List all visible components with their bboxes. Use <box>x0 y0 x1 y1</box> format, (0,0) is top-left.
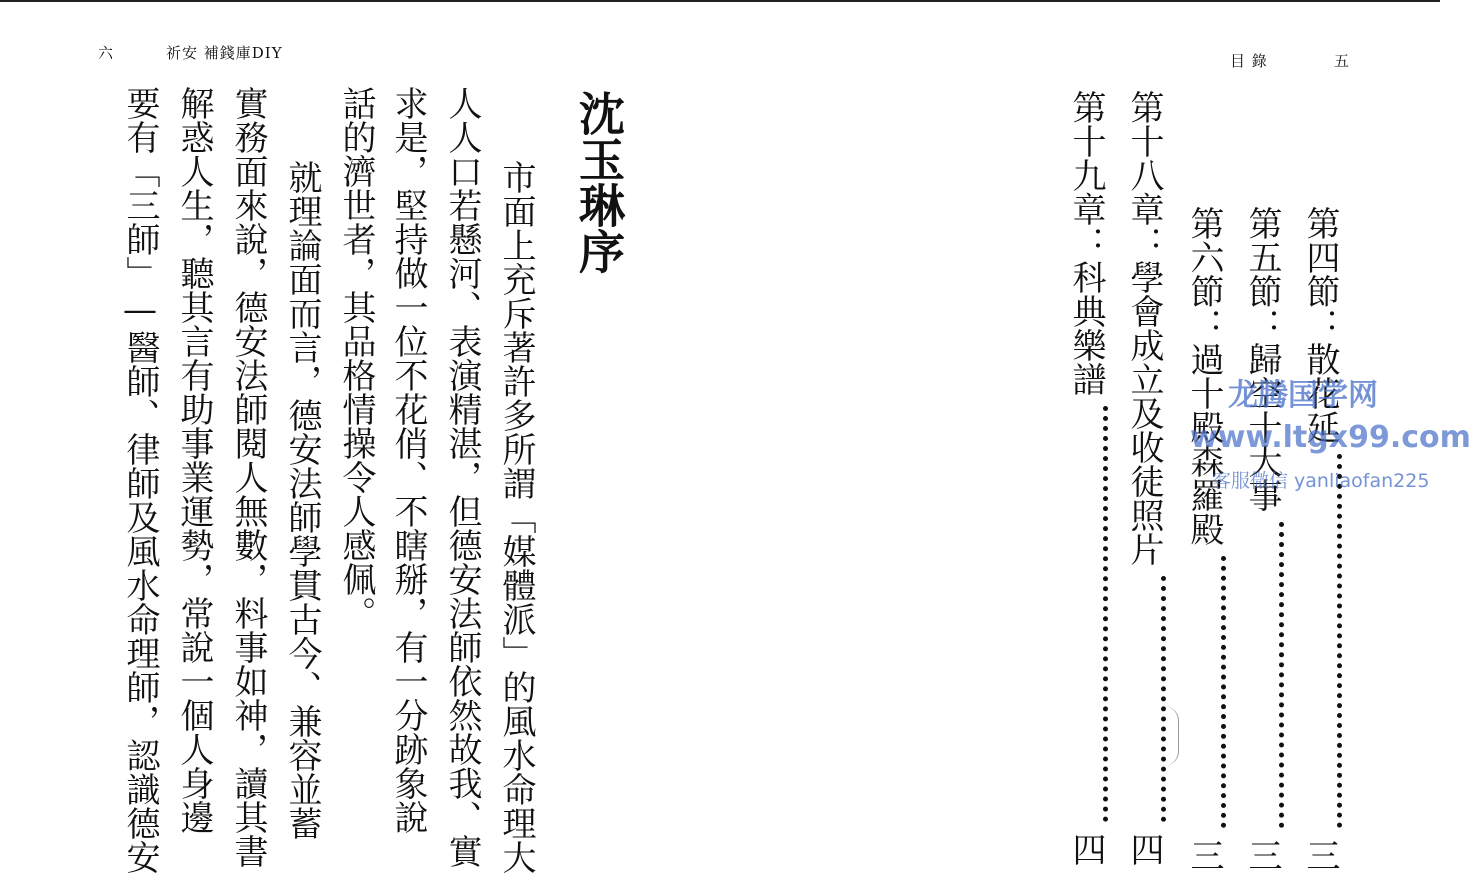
watermark-brand: 龙腾国学网 <box>1228 378 1378 413</box>
toc-entry-title: 第十八章：學會成立及收徒照片 <box>1124 90 1164 566</box>
right-page-number: 五 <box>1334 52 1351 70</box>
pencil-mark <box>1164 706 1179 766</box>
body-column-4: 話的濟世者，其品格情操令人感佩。 <box>336 86 376 630</box>
body-column-7: 解惑人生，聽其言有助事業運勢，常說一個人身邊 <box>174 86 214 834</box>
toc-entry-page: 三 <box>1300 838 1340 872</box>
body-column-3: 求是，堅持做一位不花俏、不瞎掰，有一分跡象說 <box>388 86 428 834</box>
toc-entry-page: 三 <box>1242 838 1282 872</box>
toc-leader-dots <box>1103 406 1108 822</box>
left-running-title: 祈安 補錢庫DIY <box>166 44 283 62</box>
toc-entry-page: 三 <box>1184 838 1224 872</box>
toc-entry-title: 第六節：過十殿森羅殿 <box>1184 206 1224 546</box>
body-column-1: 市面上充斥著許多所謂「媒體派」的風水命理大 <box>496 160 536 874</box>
toc-chapter-entry[interactable] <box>1122 90 1166 866</box>
left-page-number: 六 <box>98 44 115 62</box>
top-rule <box>0 0 1440 2</box>
toc-leader-dots <box>1279 522 1284 828</box>
toc-entry-title: 第四節：散花延 <box>1300 206 1340 444</box>
watermark-url: www.ltgx99.com <box>1190 420 1471 455</box>
toc-entry-title: 第十九章：科典樂譜 <box>1066 90 1106 396</box>
toc-leader-dots <box>1161 576 1166 822</box>
toc-chapter-entry[interactable] <box>1064 90 1108 866</box>
toc-entry-page: 四 <box>1124 832 1164 866</box>
toc-entry[interactable] <box>1240 206 1284 872</box>
body-column-6: 實務面來說，德安法師閱人無數，料事如神，讀其書 <box>228 86 268 868</box>
preface-title: 沈玉琳序 <box>572 90 626 274</box>
body-column-8: 要有「三師」—醫師、律師及風水命理師，認識德安 <box>120 86 160 874</box>
toc-section-title: 目 錄 <box>1230 52 1268 70</box>
toc-leader-dots <box>1337 454 1342 828</box>
body-column-2: 人人口若懸河、表演精湛，但德安法師依然故我、實 <box>442 86 482 868</box>
watermark-contact: 客服微信 yanliaofan225 <box>1212 470 1430 492</box>
toc-entry-page: 四 <box>1066 832 1106 866</box>
toc-entry[interactable] <box>1182 206 1226 872</box>
body-column-5: 就理論面而言，德安法師學貫古今、兼容並蓄 <box>282 160 322 840</box>
toc-entry-title: 第五節：歸空十大事 <box>1242 206 1282 512</box>
toc-leader-dots <box>1221 556 1226 828</box>
toc-entry[interactable] <box>1298 206 1342 872</box>
